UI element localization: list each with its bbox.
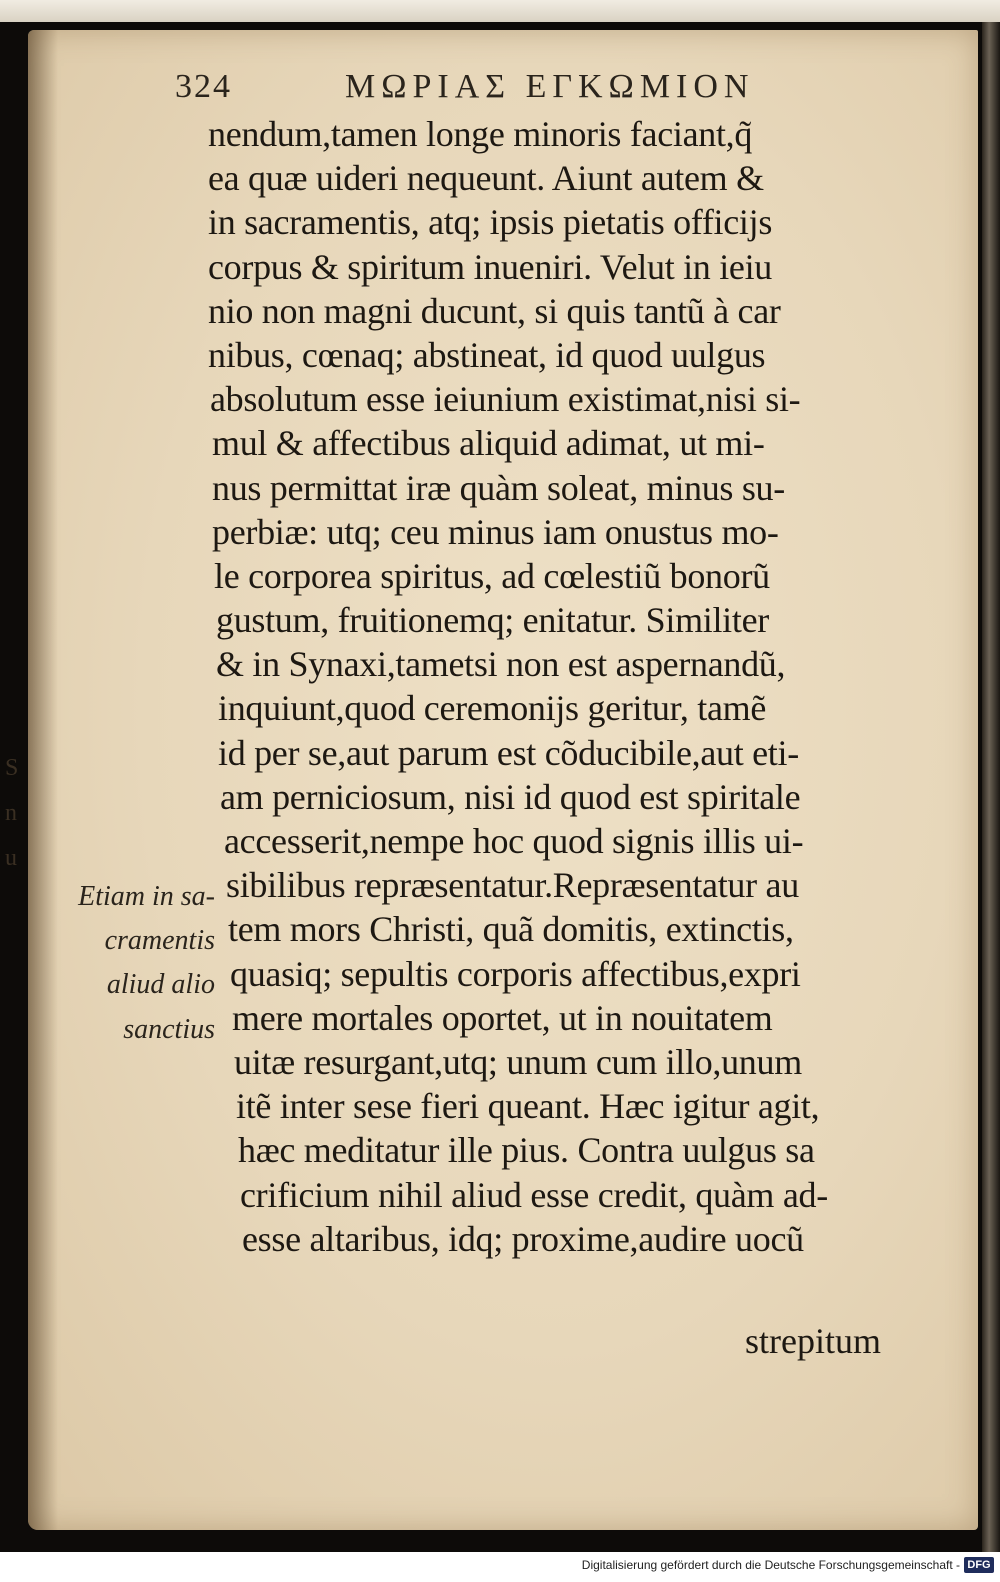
margin-note [30,875,215,1052]
dfg-logo-icon: DFG [964,1557,994,1573]
text-line: itẽ inter sese fieri queant. Hæc igitur agit, [236,1086,820,1127]
text-line: hæc meditatur ille pius. Contra uulgus sa [238,1130,815,1171]
text-line: mul & affectibus aliquid adimat, ut mi- [212,423,765,464]
book-edge [982,22,1000,1552]
text-line: gustum, fruitionemq; enitatur. Similiter [216,600,769,641]
text-line: sibilibus repræsentatur.Repræsentatur au [226,865,799,906]
text-line: nus permittat iræ quàm soleat, minus su- [212,467,785,508]
text-line: absolutum esse ieiunium existimat,nisi si- [210,379,801,420]
margin-note-line: Etiam in sa- [78,881,215,912]
edge-fragment: u [5,845,17,871]
text-line: accesserit,nempe hoc quod signis illis ui- [224,821,804,861]
text-line: mere mortales oportet, ut in nouitatem [232,997,773,1038]
text-line: nendum,tamen longe minoris faciant,q̃ [208,114,753,154]
text-line: quasiq; sepultis corporis affectibus,expri [230,953,801,994]
text-line: tem mors Christi, quã domitis, extinctis, [228,909,794,950]
running-title: ΜΩΡΙΑΣ ΕΓΚΩΜΙΟΝ [345,68,755,105]
text-line: uitæ resurgant,utq; unum cum illo,unum [234,1041,802,1082]
margin-note-line: sanctius [123,1013,215,1045]
text-line: le corporea spiritus, ad cœlestiũ bonorũ [214,555,770,596]
text-line: in sacramentis, atq; ipsis pietatis officijs [208,202,773,243]
text-line: inquiunt,quod ceremonijs geritur, tamẽ [218,688,767,729]
text-line: crificium nihil aliud esse credit, quàm ad- [240,1174,828,1215]
margin-note-line: cramentis [104,925,215,957]
text-line: ea quæ uideri nequeunt. Aiunt autem & [208,158,764,199]
text-line: perbiæ: utq; ceu minus iam onustus mo- [212,511,779,552]
text-line: esse altaribus, idq; proxime,audire uocũ [242,1218,804,1259]
edge-fragment: n [5,800,17,826]
funding-credit: Digitalisierung gefördert durch die Deutsche Forschungsgemeinschaft - [581,1558,960,1572]
margin-note-line: aliud alio [106,969,215,1001]
text-line: corpus & spiritum inueniri. Velut in ieiu [208,246,772,287]
text-line: id per se,aut parum est cõducibile,aut eti- [218,732,799,773]
text-line: am perniciosum, nisi id quod est spiritale [220,776,801,817]
page-number: 324 [175,68,232,105]
footer-bar [0,1552,1000,1582]
edge-fragment: S [5,755,19,781]
scan-top-strip [0,0,1000,22]
text-line: nio non magni ducunt, si quis tantũ à car [208,290,781,331]
text-line: & in Synaxi,tametsi non est aspernandũ, [216,644,786,685]
text-line: nibus, cœnaq; abstineat, id quod uulgus [208,334,766,375]
body-text [180,112,920,1261]
gutter-shadow [28,30,58,1530]
catchword: strepitum [745,1321,881,1361]
